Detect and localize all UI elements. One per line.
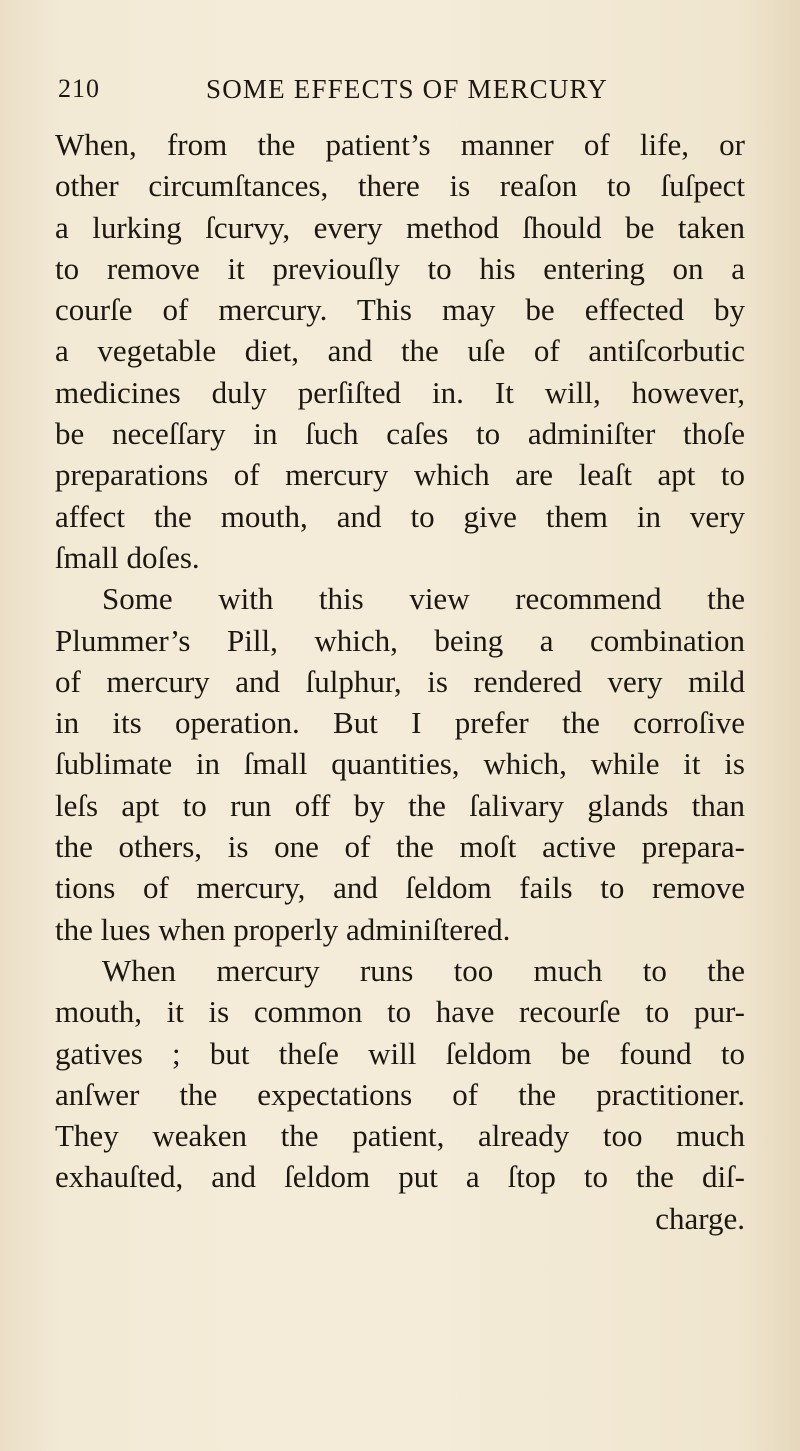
text-line: tions of mercury, and ſeldom fails to remove bbox=[55, 870, 745, 906]
text-line: the lues when properly adminiſtered. bbox=[55, 911, 511, 947]
text-line: the others, is one of the moſt active prepara- bbox=[55, 829, 745, 865]
text-line: leſs apt to run off by the ſalivary glands than bbox=[55, 787, 745, 823]
text-line: ſmall doſes. bbox=[55, 539, 200, 575]
text-line: medicines duly perſiſted in. It will, however, bbox=[55, 374, 745, 410]
text-line: mouth, it is common to have recourſe to pur- bbox=[55, 994, 745, 1030]
text-line: anſwer the expectations of the practitioner. bbox=[55, 1076, 745, 1112]
text-line: When mercury runs too much to the bbox=[102, 952, 745, 988]
page-number: 210 bbox=[58, 74, 100, 103]
text-line: They weaken the patient, already too much bbox=[55, 1118, 745, 1154]
text-line: exhauſted, and ſeldom put a ſtop to the diſ- bbox=[55, 1159, 745, 1195]
catchword: charge. bbox=[655, 1200, 745, 1236]
text-line: gatives ; but theſe will ſeldom be found to bbox=[55, 1035, 745, 1071]
text-line: Some with this view recommend the bbox=[102, 581, 745, 617]
text-line: in its operation. But I prefer the corroſive bbox=[55, 705, 745, 741]
page-header bbox=[58, 74, 618, 114]
text-line: a vegetable diet, and the uſe of antiſcorbutic bbox=[55, 333, 745, 369]
text-line: affect the mouth, and to give them in very bbox=[55, 498, 745, 534]
text-line: Plummer’s Pill, which, being a combination bbox=[55, 622, 745, 658]
text-line: When, from the patient’s manner of life, or bbox=[55, 127, 745, 162]
text-line: preparations of mercury which are leaſt apt to bbox=[55, 457, 745, 493]
text-line: to remove it previouſly to his entering on a bbox=[55, 250, 745, 286]
body-text bbox=[55, 124, 745, 1239]
text-line: a lurking ſcurvy, every method ſhould be taken bbox=[55, 209, 745, 245]
text-line: ſublimate in ſmall quantities, which, while it is bbox=[55, 746, 745, 782]
text-line: courſe of mercury. This may be effected by bbox=[55, 292, 745, 328]
running-head: SOME EFFECTS OF MERCURY bbox=[206, 74, 608, 104]
text-line: other circumſtances, there is reaſon to ſuſpect bbox=[55, 168, 745, 204]
text-line: of mercury and ſulphur, is rendered very mild bbox=[55, 663, 745, 699]
text-line: be neceſſary in ſuch caſes to adminiſter thoſe bbox=[55, 416, 745, 452]
